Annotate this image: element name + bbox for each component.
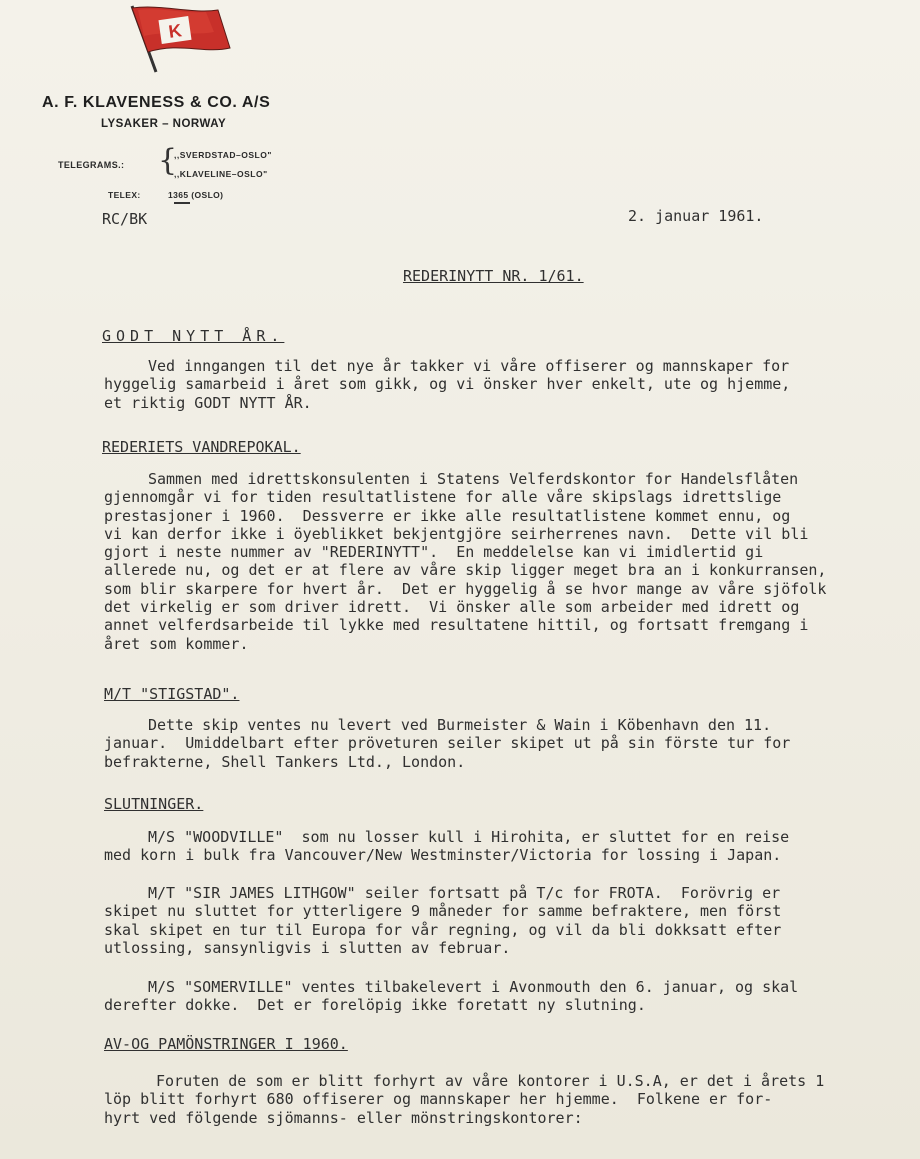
paragraph-trophy: Sammen med idrettskonsulenten i Statens Velferdskontor for Handelsflåten gjennomgår vi for tiden resultatlistene for alle våre skipslags idrettslige prestasjoner i 1960. Dessverre er ikke alle resultatlistene kommet ennu, og vi kan derfor ikke i öyeblikket bekjentgjöre seirherrenes navn. Dette vil bli gjort i neste nummer av "REDERINYTT". En meddelelse kan vi imidlertid gi allerede nu, og det er at flere av våre skip ligger meget bra an i konkurransen, som blir skarpere for hvert år. Det er hyggelig å se hvor mange av våre sjöfolk det virkelig er som driver idrett. Vi önsker alle som arbeider med idrett og annet velferdsarbeide til lykke med resultatene hittil, og fortsatt fremgang i året som kommer. — [104, 470, 827, 653]
company-name: A. F. KLAVENESS & CO. A/S — [42, 94, 271, 111]
company-flag-logo — [122, 2, 240, 76]
paragraph-somerville: M/S "SOMERVILLE" ventes tilbakelevert i Avonmouth den 6. januar, og skal derefter dokke. Det er forelöpig ikke foretatt ny slutning. — [104, 978, 799, 1015]
section-heading-new-year: GODT NYTT ÅR. — [102, 327, 285, 345]
reference-code: RC/BK — [102, 210, 148, 228]
paragraph-woodville: M/S "WOODVILLE" som nu losser kull i Hirohita, er sluttet for en reise med korn i bulk fra Vancouver/New Westminster/Victoria for lossing i Japan. — [104, 828, 790, 865]
section-heading-stigstad: M/T "STIGSTAD". — [104, 685, 240, 703]
paragraph-stigstad: Dette skip ventes nu levert ved Burmeister & Wain i Köbenhavn den 11. januar. Umiddelbart efter pröveturen seiler skipet ut på sin förste tur for befrakterne, Shell Tankers Ltd., London. — [104, 716, 791, 771]
newsletter-title: REDERINYTT NR. 1/61. — [403, 267, 584, 285]
paragraph-signings: Foruten de som er blitt forhyrt av våre kontorer i U.S.A, er det i årets 1 löp blitt forhyrt 680 offiserer og mannskaper her hjemme. Folkene er for- hyrt ved fölgende sjömanns- eller mönstringskontorer: — [104, 1072, 825, 1127]
section-heading-fixtures: SLUTNINGER. — [104, 795, 204, 813]
telegrams-label: TELEGRAMS.: — [58, 160, 125, 170]
letter-date: 2. januar 1961. — [628, 207, 764, 225]
telex-number: 1365 (OSLO) — [168, 190, 224, 200]
section-heading-trophy: REDERIETS VANDREPOKAL. — [102, 438, 301, 456]
paragraph-new-year: Ved inngangen til det nye år takker vi våre offiserer og mannskaper for hyggelig samarbeid i året som gikk, og vi önsker hver enkelt, ute og hjemme, et riktig GODT NYTT ÅR. — [104, 357, 791, 412]
telex-label: TELEX: — [108, 190, 141, 200]
divider-dash — [174, 202, 190, 204]
telegram-address-2: ,,KLAVELINE–OSLO" — [174, 169, 268, 179]
paragraph-sir-james-lithgow: M/T "SIR JAMES LITHGOW" seiler fortsatt på T/c for FROTA. Forövrig er skipet nu sluttet for ytterligere 9 måneder for samme befraktere, men först skal skipet en tur til Europa for vår regning, og vil da bli dokksatt efter utlossing, sansynligvis i slutten av februar. — [104, 884, 782, 957]
brace-icon: { — [158, 143, 178, 178]
section-heading-signings: AV-OG PAMÖNSTRINGER I 1960. — [104, 1035, 348, 1053]
company-location: LYSAKER – NORWAY — [101, 118, 227, 130]
svg-text:K: K — [167, 20, 183, 42]
telegram-address-1: ,,SVERDSTAD–OSLO" — [174, 150, 272, 160]
